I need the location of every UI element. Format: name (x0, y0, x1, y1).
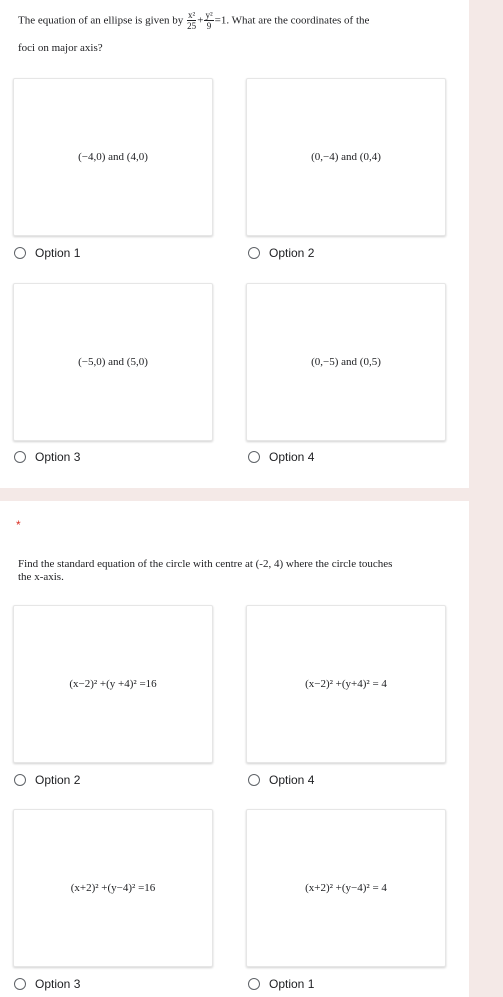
fraction-denominator: 25 (187, 21, 197, 31)
option-expression: (−5,0) and (5,0) (78, 356, 148, 368)
fraction-denominator: 9 (206, 21, 212, 31)
option-label: Option 4 (269, 450, 315, 464)
fraction-x (187, 10, 196, 32)
option-image-2[interactable] (246, 605, 446, 763)
option-label: Option 3 (35, 977, 81, 991)
plus-sign: + (197, 14, 204, 27)
radio-circle-icon[interactable] (248, 451, 260, 463)
option-expression: (x+2)² +(y−4)² = 4 (305, 882, 387, 894)
question-text-part: The equation of an ellipse is given by (18, 14, 187, 27)
radio-option-3[interactable] (14, 450, 80, 464)
fraction-numerator: y² (205, 10, 213, 20)
option-expression: (x−2)² +(y +4)² =16 (69, 678, 157, 690)
option-label: Option 2 (35, 773, 81, 787)
option-image-4[interactable] (246, 809, 446, 967)
option-label: Option 1 (269, 977, 315, 991)
radio-option-1[interactable] (14, 773, 80, 787)
option-image-3[interactable] (13, 283, 213, 441)
option-image-4[interactable] (246, 283, 446, 441)
radio-circle-icon[interactable] (248, 774, 260, 786)
question-text-2-line2: the x-axis. (18, 571, 64, 583)
option-image-3[interactable] (13, 809, 213, 967)
radio-circle-icon[interactable] (248, 978, 260, 990)
option-expression: (0,−5) and (0,5) (311, 356, 381, 368)
option-expression: (0,−4) and (0,4) (311, 151, 381, 163)
fraction-y (204, 10, 213, 32)
radio-option-1[interactable] (14, 246, 80, 260)
page-margin (469, 0, 503, 997)
option-expression: (x+2)² +(y−4)² =16 (70, 882, 156, 894)
option-expression: (x−2)² +(y+4)² = 4 (305, 678, 387, 690)
radio-circle-icon[interactable] (14, 774, 26, 786)
question-text-2: Find the standard equation of the circle with centre at (-2, 4) where the circle touches (18, 558, 393, 570)
option-label: Option 1 (35, 246, 81, 260)
option-image-1[interactable] (13, 78, 213, 236)
option-label: Option 2 (269, 246, 315, 260)
question-text-1-line2: foci on major axis? (18, 42, 103, 54)
option-expression: (−4,0) and (4,0) (78, 151, 148, 163)
option-image-2[interactable] (246, 78, 446, 236)
question-text-part: =1. What are the coordinates of the (214, 14, 370, 27)
radio-option-2[interactable] (248, 773, 314, 787)
radio-option-4[interactable] (248, 977, 314, 991)
option-label: Option 3 (35, 450, 81, 464)
option-label: Option 4 (269, 773, 315, 787)
fraction-numerator: x² (188, 10, 196, 20)
required-asterisk: * (16, 518, 21, 532)
radio-option-4[interactable] (248, 450, 314, 464)
radio-circle-icon[interactable] (14, 451, 26, 463)
question-text-1 (18, 10, 439, 32)
question-card-2 (0, 501, 469, 997)
radio-option-2[interactable] (248, 246, 314, 260)
radio-circle-icon[interactable] (248, 247, 260, 259)
radio-circle-icon[interactable] (14, 978, 26, 990)
radio-circle-icon[interactable] (14, 247, 26, 259)
option-image-1[interactable] (13, 605, 213, 763)
radio-option-3[interactable] (14, 977, 80, 991)
question-card-1 (0, 0, 469, 488)
